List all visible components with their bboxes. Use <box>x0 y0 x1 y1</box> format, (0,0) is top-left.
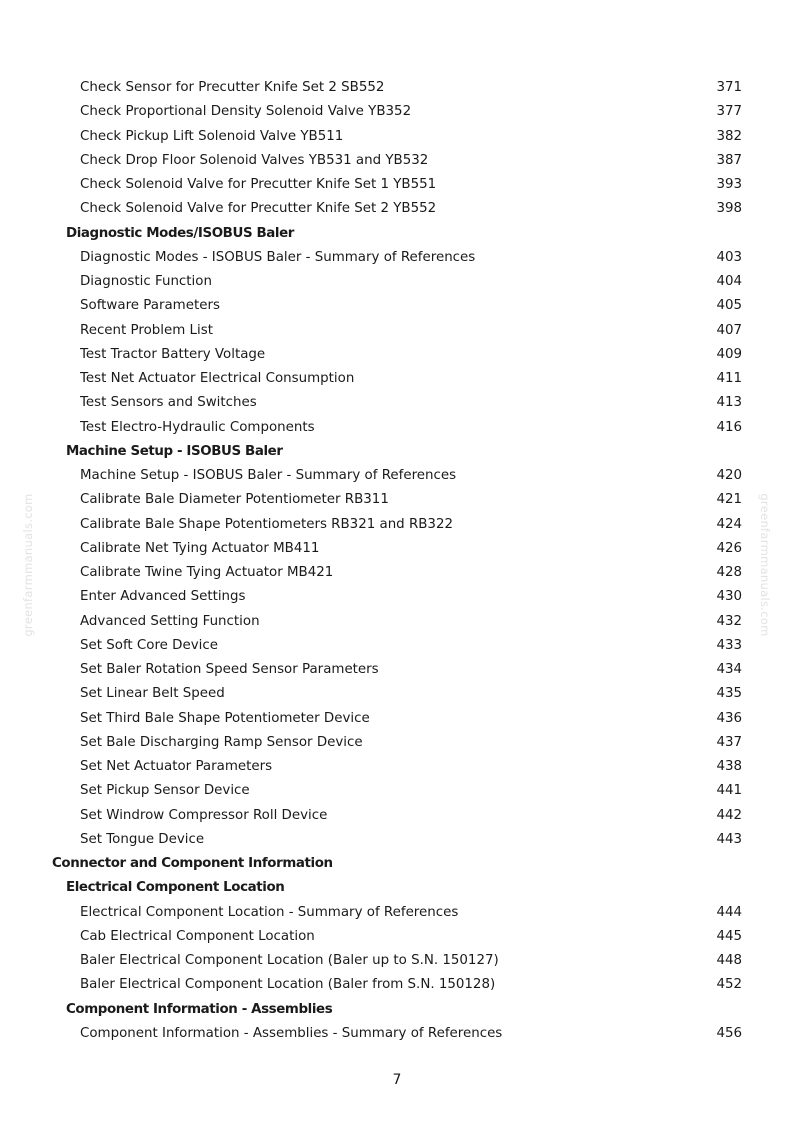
toc-entry-title: Component Information - Assemblies <box>66 1001 333 1017</box>
page-number: 7 <box>392 1072 402 1088</box>
toc-entry[interactable] <box>0 973 794 997</box>
toc-entry-page: 448 <box>716 953 742 968</box>
toc-entry-title: Check Drop Floor Solenoid Valves YB531 and YB532 <box>80 152 429 168</box>
toc-entry-title: Software Parameters <box>80 298 220 314</box>
toc-entry-title: Cab Electrical Component Location <box>80 928 315 944</box>
toc-entry[interactable] <box>0 634 794 658</box>
toc-heading[interactable] <box>0 440 794 464</box>
toc-entry[interactable] <box>0 828 794 852</box>
toc-entry[interactable] <box>0 464 794 488</box>
toc-entry[interactable] <box>0 416 794 440</box>
toc-heading[interactable] <box>0 876 794 900</box>
toc-entry-page: 426 <box>716 540 742 556</box>
toc-heading[interactable] <box>0 998 794 1022</box>
toc-entry-page: 409 <box>716 346 742 362</box>
toc-entry[interactable] <box>0 707 794 731</box>
toc-entry-page: 421 <box>716 492 742 508</box>
toc-entry-title: Baler Electrical Component Location (Baler from S.N. 150128) <box>80 977 496 993</box>
toc-entry-title: Electrical Component Location - Summary of References <box>80 904 459 920</box>
toc-entry[interactable] <box>0 391 794 415</box>
toc-entry[interactable] <box>0 76 794 100</box>
toc-entry[interactable] <box>0 367 794 391</box>
toc-entry-title: Set Third Bale Shape Potentiometer Device <box>80 710 370 726</box>
toc-entry-page: 443 <box>716 831 742 847</box>
toc-entry[interactable] <box>0 755 794 779</box>
toc-entry[interactable] <box>0 731 794 755</box>
toc-entry-page: 432 <box>716 613 742 629</box>
toc-entry-title: Check Solenoid Valve for Precutter Knife Set 1 YB551 <box>80 177 437 192</box>
toc-entry-page: 411 <box>716 371 742 386</box>
toc-entry-title: Component Information - Assemblies - Summary of References <box>80 1025 503 1041</box>
toc-entry[interactable] <box>0 149 794 173</box>
toc-entry-page: 437 <box>716 734 742 750</box>
toc-entry[interactable] <box>0 1022 794 1046</box>
toc-entry-title: Test Sensors and Switches <box>80 395 257 411</box>
toc-heading[interactable] <box>0 222 794 246</box>
toc-entry-page: 387 <box>716 152 742 168</box>
toc-entry-page: 441 <box>716 783 742 799</box>
toc-entry-title: Diagnostic Modes/ISOBUS Baler <box>66 225 294 241</box>
toc-entry-title: Test Electro-Hydraulic Components <box>80 419 315 435</box>
toc-entry[interactable] <box>0 561 794 585</box>
toc-entry-page: 428 <box>716 565 742 580</box>
table-of-contents <box>0 76 794 1046</box>
toc-entry-page: 371 <box>716 80 742 95</box>
toc-entry[interactable] <box>0 682 794 706</box>
toc-entry-title: Machine Setup - ISOBUS Baler - Summary of References <box>80 468 457 483</box>
toc-entry[interactable] <box>0 100 794 124</box>
toc-entry-title: Set Bale Discharging Ramp Sensor Device <box>80 734 363 750</box>
toc-entry[interactable] <box>0 125 794 149</box>
toc-entry-title: Set Tongue Device <box>80 831 205 847</box>
toc-entry-title: Calibrate Twine Tying Actuator MB421 <box>80 565 334 580</box>
toc-entry-page: 456 <box>716 1025 742 1041</box>
toc-entry-page: 420 <box>716 468 742 483</box>
toc-entry-page: 442 <box>716 807 742 823</box>
toc-entry[interactable] <box>0 294 794 318</box>
toc-entry-page: 444 <box>716 904 742 920</box>
toc-entry-title: Set Net Actuator Parameters <box>80 759 273 774</box>
toc-entry-page: 416 <box>716 419 742 435</box>
toc-entry-title: Check Solenoid Valve for Precutter Knife Set 2 YB552 <box>80 201 437 217</box>
toc-entry[interactable] <box>0 197 794 221</box>
toc-entry-title: Check Proportional Density Solenoid Valve YB352 <box>80 104 412 120</box>
toc-entry[interactable] <box>0 658 794 682</box>
toc-entry[interactable] <box>0 319 794 343</box>
toc-entry-page: 438 <box>716 759 742 774</box>
toc-entry-title: Baler Electrical Component Location (Baler up to S.N. 150127) <box>80 953 499 968</box>
toc-entry[interactable] <box>0 246 794 270</box>
toc-entry-page: 398 <box>716 201 742 217</box>
toc-entry-page: 407 <box>716 322 742 338</box>
toc-entry-page: 404 <box>716 274 742 289</box>
toc-entry-title: Calibrate Bale Diameter Potentiometer RB311 <box>80 492 389 508</box>
toc-entry[interactable] <box>0 949 794 973</box>
toc-entry-page: 433 <box>716 637 742 653</box>
toc-entry-title: Calibrate Bale Shape Potentiometers RB321 and RB322 <box>80 516 453 532</box>
toc-entry-title: Machine Setup - ISOBUS Baler <box>66 443 283 459</box>
toc-heading[interactable] <box>0 852 794 876</box>
toc-entry-title: Electrical Component Location <box>66 880 285 896</box>
toc-entry-page: 413 <box>716 395 742 411</box>
toc-entry[interactable] <box>0 270 794 294</box>
watermark-left: greenfarmmanuals.com <box>21 493 35 637</box>
toc-entry[interactable] <box>0 925 794 949</box>
toc-entry[interactable] <box>0 585 794 609</box>
toc-entry-title: Set Pickup Sensor Device <box>80 783 250 799</box>
toc-entry[interactable] <box>0 343 794 367</box>
toc-entry-title: Test Net Actuator Electrical Consumption <box>80 371 355 386</box>
toc-entry-title: Advanced Setting Function <box>80 613 260 629</box>
toc-entry-page: 434 <box>716 662 742 677</box>
toc-entry-title: Check Pickup Lift Solenoid Valve YB511 <box>80 128 344 144</box>
toc-entry-title: Set Soft Core Device <box>80 637 218 653</box>
toc-entry[interactable] <box>0 513 794 537</box>
toc-entry-page: 377 <box>716 104 742 120</box>
toc-entry[interactable] <box>0 610 794 634</box>
toc-entry-page: 403 <box>716 249 742 265</box>
toc-entry-page: 382 <box>716 128 742 144</box>
toc-entry-page: 405 <box>716 298 742 314</box>
toc-entry-title: Diagnostic Modes - ISOBUS Baler - Summary of References <box>80 249 476 265</box>
toc-entry-page: 424 <box>716 516 742 532</box>
toc-entry-title: Check Sensor for Precutter Knife Set 2 SB552 <box>80 80 385 95</box>
toc-entry-page: 393 <box>716 177 742 192</box>
toc-entry[interactable] <box>0 173 794 197</box>
toc-entry-title: Set Windrow Compressor Roll Device <box>80 807 328 823</box>
toc-entry-title: Diagnostic Function <box>80 274 212 289</box>
toc-entry-page: 430 <box>716 589 742 605</box>
toc-entry-page: 436 <box>716 710 742 726</box>
toc-entry-title: Recent Problem List <box>80 322 213 338</box>
toc-entry[interactable] <box>0 779 794 803</box>
toc-entry-page: 435 <box>716 686 742 702</box>
toc-entry[interactable] <box>0 804 794 828</box>
toc-entry-title: Test Tractor Battery Voltage <box>80 346 266 362</box>
toc-entry-title: Connector and Component Information <box>52 856 333 871</box>
toc-entry-page: 445 <box>716 928 742 944</box>
toc-entry[interactable] <box>0 901 794 925</box>
toc-entry-title: Calibrate Net Tying Actuator MB411 <box>80 540 320 556</box>
watermark-right: greenfarmmanuals.com <box>758 493 772 637</box>
toc-entry[interactable] <box>0 537 794 561</box>
toc-entry-title: Set Linear Belt Speed <box>80 686 225 702</box>
toc-entry[interactable] <box>0 488 794 512</box>
toc-entry-page: 452 <box>716 977 742 993</box>
toc-entry-title: Enter Advanced Settings <box>80 589 246 605</box>
toc-entry-title: Set Baler Rotation Speed Sensor Parameters <box>80 662 379 677</box>
